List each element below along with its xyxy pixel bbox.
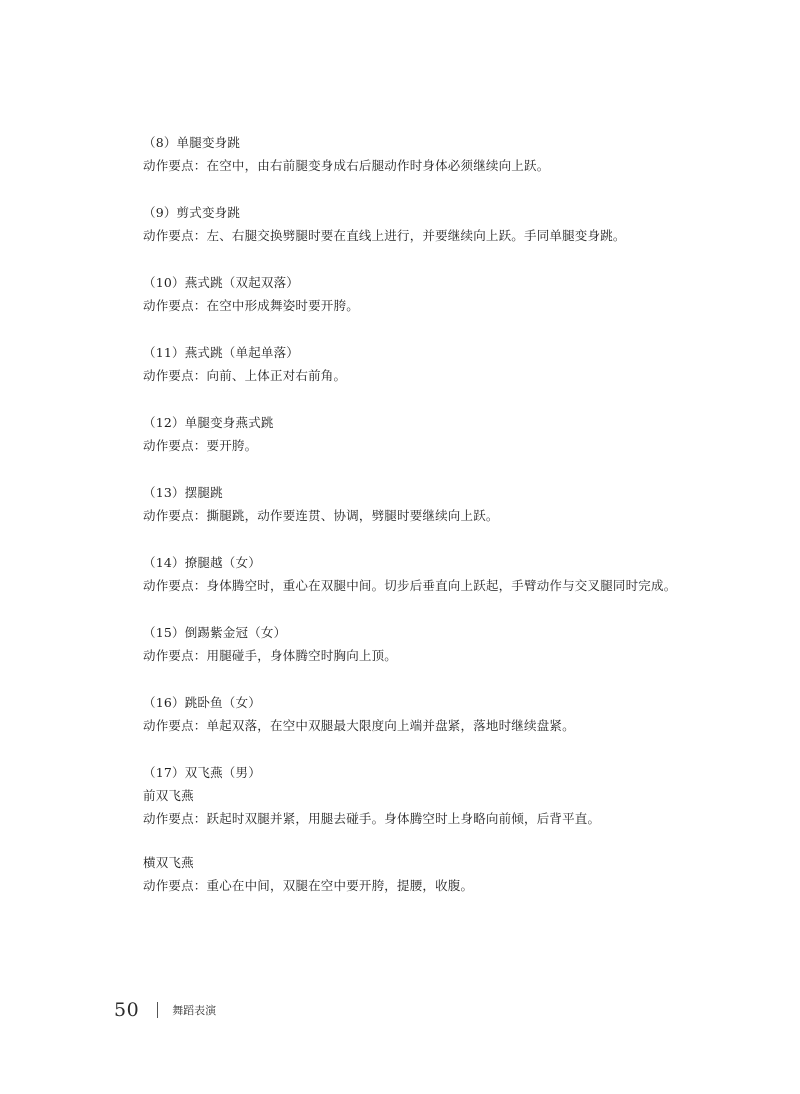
section-15 — [143, 621, 703, 667]
section-text: 动作要点：左、右腿交换劈腿时要在直线上进行，并要继续向上跃。手同单腿变身跳。 — [143, 228, 626, 243]
section-heading: （12）单腿变身燕式跳 — [143, 415, 274, 430]
section-text: 动作要点：撕腿跳，动作要连贯、协调，劈腿时要继续向上跃。 — [143, 508, 499, 523]
section-12 — [143, 411, 703, 457]
section-heading: （16）跳卧鱼（女） — [143, 695, 261, 710]
subsection-heading: 前双飞燕 — [143, 788, 194, 803]
subsection-heading: 横双飞燕 — [143, 855, 194, 870]
section-heading: （13）摆腿跳 — [143, 485, 223, 500]
section-heading: （15）倒踢紫金冠（女） — [143, 625, 287, 640]
section-17 — [143, 761, 703, 897]
section-heading: （17）双飞燕（男） — [143, 765, 261, 780]
section-text: 动作要点：用腿碰手，身体腾空时胸向上顶。 — [143, 648, 398, 663]
section-heading: （10）燕式跳（双起双落） — [143, 275, 300, 290]
section-11 — [143, 341, 703, 387]
section-heading: （14）撩腿越（女） — [143, 555, 261, 570]
section-8 — [143, 131, 703, 177]
section-10 — [143, 271, 703, 317]
page-footer — [114, 996, 216, 1024]
footer-divider — [157, 1002, 158, 1018]
section-text: 动作要点：单起双落，在空中双腿最大限度向上端并盘紧，落地时继续盘紧。 — [143, 718, 575, 733]
section-text: 动作要点：身体腾空时，重心在双腿中间。切步后垂直向上跃起，手臂动作与交叉腿同时完成。 — [143, 578, 677, 593]
section-text: 动作要点：在空中形成舞姿时要开胯。 — [143, 298, 359, 313]
section-text: 动作要点：跃起时双腿并紧，用腿去碰手。身体腾空时上身略向前倾，后背平直。 — [143, 811, 601, 826]
section-text: 动作要点：要开胯。 — [143, 438, 258, 453]
page-number: 50 — [114, 999, 140, 1021]
section-heading: （9）剪式变身跳 — [143, 205, 241, 220]
section-13 — [143, 481, 703, 527]
section-heading: （8）单腿变身跳 — [143, 135, 241, 150]
section-14 — [143, 551, 703, 597]
section-text: 动作要点：在空中，由右前腿变身成右后腿动作时身体必须继续向上跃。 — [143, 158, 550, 173]
section-16 — [143, 691, 703, 737]
page-content — [143, 131, 703, 921]
section-9 — [143, 201, 703, 247]
section-heading: （11）燕式跳（单起单落） — [143, 345, 300, 360]
section-text: 动作要点：向前、上体正对右前角。 — [143, 368, 347, 383]
section-text: 动作要点：重心在中间，双腿在空中要开胯，提腰，收腹。 — [143, 878, 474, 893]
book-title: 舞蹈表演 — [172, 1004, 217, 1017]
